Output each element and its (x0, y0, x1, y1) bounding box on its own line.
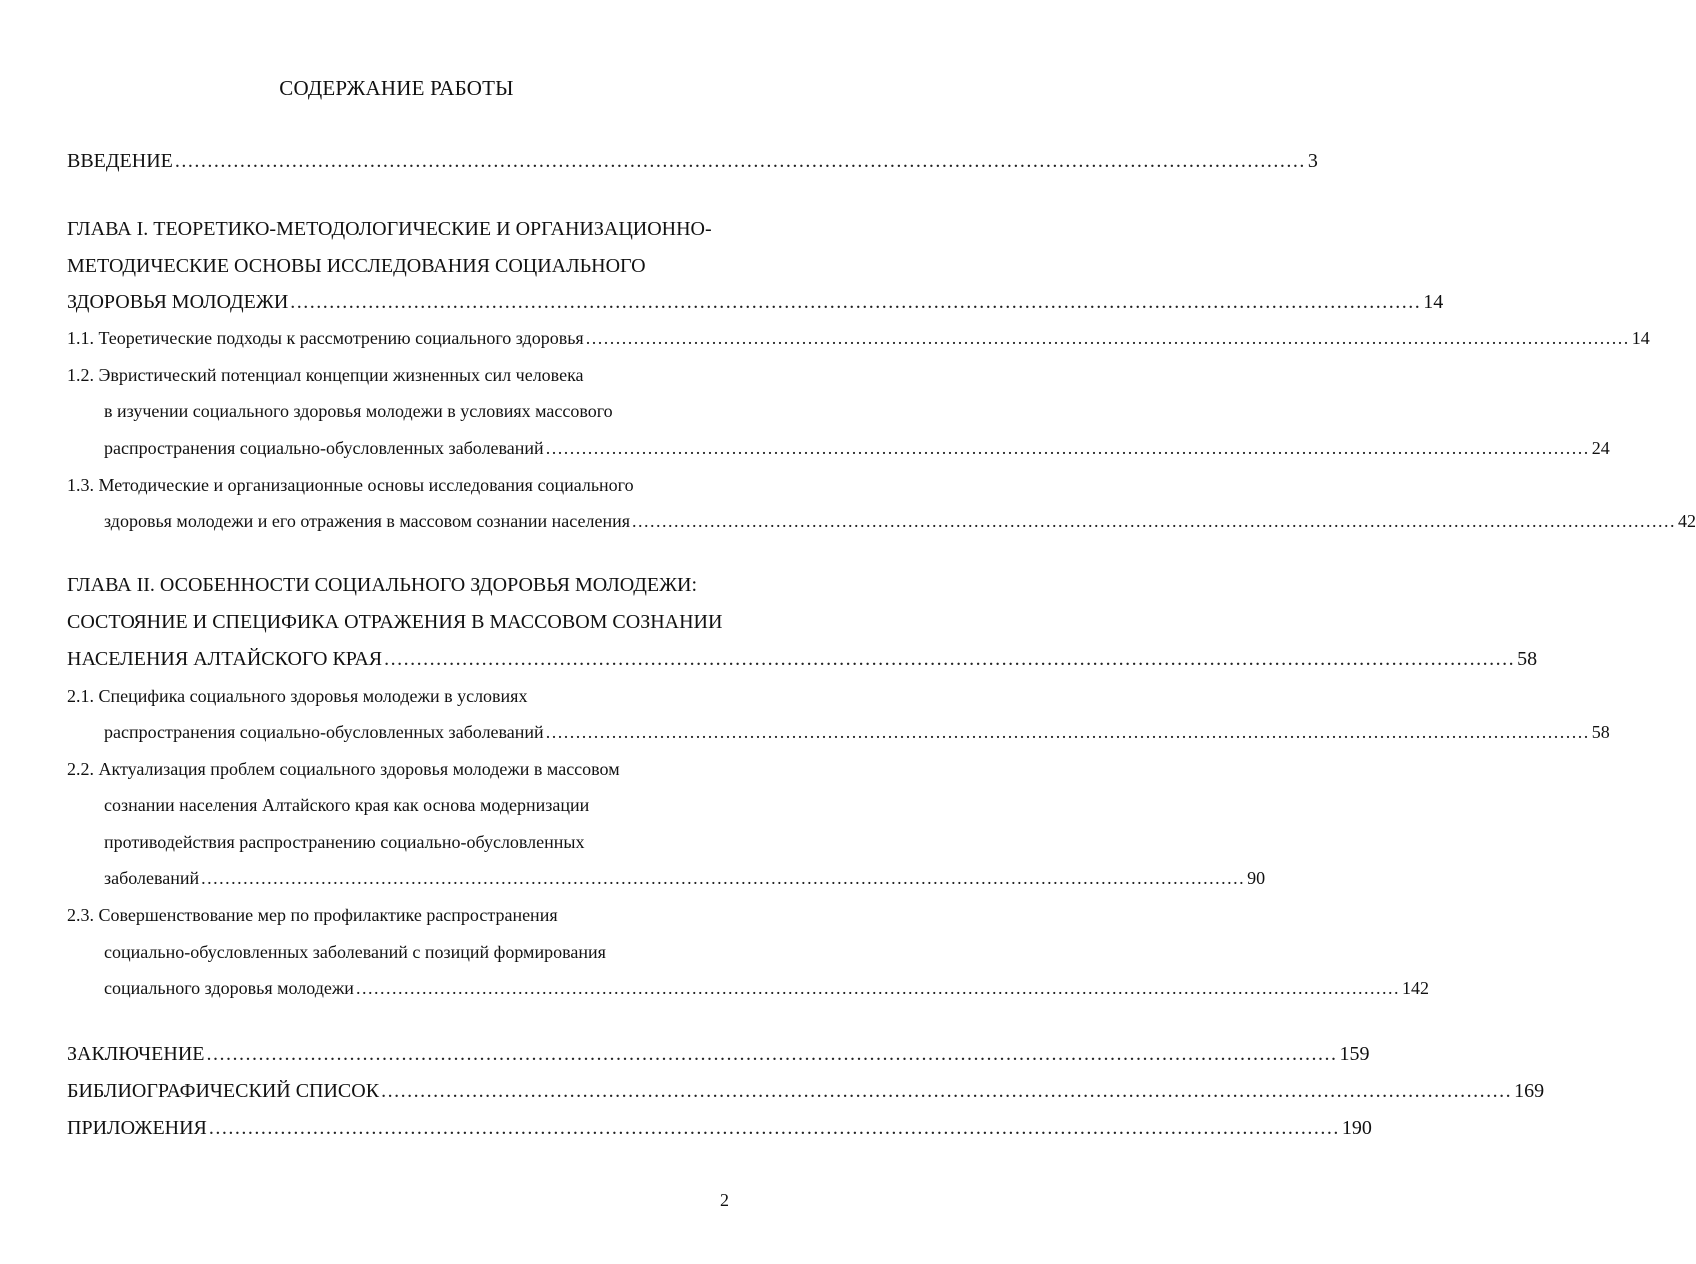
toc-entry-bibliography[interactable] (67, 1080, 1545, 1103)
toc-entry-appendices[interactable] (67, 1117, 1372, 1140)
toc-entry-label: распространения социально-обусловленных заболеваний (104, 438, 544, 458)
chapter1-title-line1: ГЛАВА I. ТЕОРЕТИКО-МЕТОДОЛОГИЧЕСКИЕ И ОРГАНИЗАЦИОННО- (67, 218, 712, 240)
toc-entry-label: ПРИЛОЖЕНИЯ (67, 1117, 207, 1139)
dot-leader: .............................................................................................................................................................................. (290, 291, 1422, 313)
toc-entry-section-2-3[interactable] (104, 978, 1429, 999)
toc-entry-chapter1[interactable] (67, 291, 1444, 314)
dot-leader: .............................................................................................................................................................................. (201, 868, 1246, 888)
dot-leader: .............................................................................................................................................................................. (585, 328, 1630, 348)
toc-entry-label: ЗАКЛЮЧЕНИЕ (67, 1043, 205, 1065)
dot-leader: .............................................................................................................................................................................. (206, 1043, 1338, 1065)
page-title: СОДЕРЖАНИЕ РАБОТЫ (279, 76, 514, 100)
toc-entry-conclusion[interactable] (67, 1043, 1370, 1066)
section-2-2-line3: противодействия распространению социально-обусловленных (104, 832, 585, 852)
toc-entry-page: 159 (1339, 1043, 1370, 1065)
toc-entry-label: здоровья молодежи и его отражения в массовом сознании населения (104, 511, 631, 531)
dot-leader: .............................................................................................................................................................................. (174, 150, 1306, 172)
dot-leader: .............................................................................................................................................................................. (208, 1117, 1340, 1139)
section-2-3-line1: 2.3. Совершенствование мер по профилактике распространения (67, 905, 558, 925)
toc-entry-page: 58 (1517, 648, 1538, 670)
section-1-3-line1: 1.3. Методические и организационные основы исследования социального (67, 475, 634, 495)
toc-entry-page: 14 (1423, 291, 1444, 313)
dot-leader: .............................................................................................................................................................................. (545, 438, 1590, 458)
dot-leader: .............................................................................................................................................................................. (632, 511, 1677, 531)
section-2-3-line2: социально-обусловленных заболеваний с позиций формирования (104, 942, 606, 962)
toc-entry-chapter2[interactable] (67, 648, 1538, 671)
dot-leader: .............................................................................................................................................................................. (381, 1080, 1513, 1102)
toc-entry-page: 42 (1678, 511, 1696, 531)
toc-entry-page: 169 (1514, 1080, 1545, 1102)
toc-entry-page: 14 (1631, 328, 1650, 348)
toc-entry-label: БИБЛИОГРАФИЧЕСКИЙ СПИСОК (67, 1080, 380, 1102)
toc-entry-section-1-2[interactable] (104, 438, 1610, 459)
chapter2-title-line2: СОСТОЯНИЕ И СПЕЦИФИКА ОТРАЖЕНИЯ В МАССОВОМ СОЗНАНИИ (67, 611, 723, 633)
toc-entry-section-1-3[interactable] (104, 511, 1696, 532)
section-2-2-line2: сознании населения Алтайского края как основа модернизации (104, 795, 590, 815)
toc-entry-label: ВВЕДЕНИЕ (67, 150, 173, 172)
toc-entry-page: 190 (1341, 1117, 1372, 1139)
toc-entry-page: 24 (1591, 438, 1610, 458)
toc-entry-label: заболеваний (104, 868, 200, 888)
toc-entry-page: 58 (1591, 722, 1610, 742)
section-1-2-line1: 1.2. Эвристический потенциал концепции жизненных сил человека (67, 365, 584, 385)
toc-entry-label: 1.1. Теоретические подходы к рассмотрению социального здоровья (67, 328, 584, 348)
toc-entry-section-2-1[interactable] (104, 722, 1610, 743)
toc-entry-section-2-2[interactable] (104, 868, 1266, 889)
section-2-1-line1: 2.1. Специфика социального здоровья молодежи в условиях (67, 686, 528, 706)
toc-entry-label: социального здоровья молодежи (104, 978, 354, 998)
toc-entry-page: 3 (1307, 150, 1318, 172)
dot-leader: .............................................................................................................................................................................. (384, 648, 1516, 670)
toc-entry-section-1-1[interactable] (67, 328, 1650, 349)
toc-entry-label: НАСЕЛЕНИЯ АЛТАЙСКОГО КРАЯ (67, 648, 383, 670)
page-number: 2 (720, 1190, 729, 1210)
toc-entry-intro[interactable] (67, 150, 1318, 173)
toc-entry-label: ЗДОРОВЬЯ МОЛОДЕЖИ (67, 291, 289, 313)
chapter1-title-line2: МЕТОДИЧЕСКИЕ ОСНОВЫ ИССЛЕДОВАНИЯ СОЦИАЛЬНОГО (67, 255, 646, 277)
section-2-2-line1: 2.2. Актуализация проблем социального здоровья молодежи в массовом (67, 759, 620, 779)
dot-leader: .............................................................................................................................................................................. (545, 722, 1590, 742)
section-1-2-line2: в изучении социального здоровья молодежи в условиях массового (104, 401, 613, 421)
toc-entry-page: 90 (1247, 868, 1266, 888)
toc-entry-page: 142 (1401, 978, 1429, 998)
chapter2-title-line1: ГЛАВА II. ОСОБЕННОСТИ СОЦИАЛЬНОГО ЗДОРОВЬЯ МОЛОДЕЖИ: (67, 574, 698, 596)
toc-entry-label: распространения социально-обусловленных заболеваний (104, 722, 544, 742)
dot-leader: .............................................................................................................................................................................. (355, 978, 1400, 998)
